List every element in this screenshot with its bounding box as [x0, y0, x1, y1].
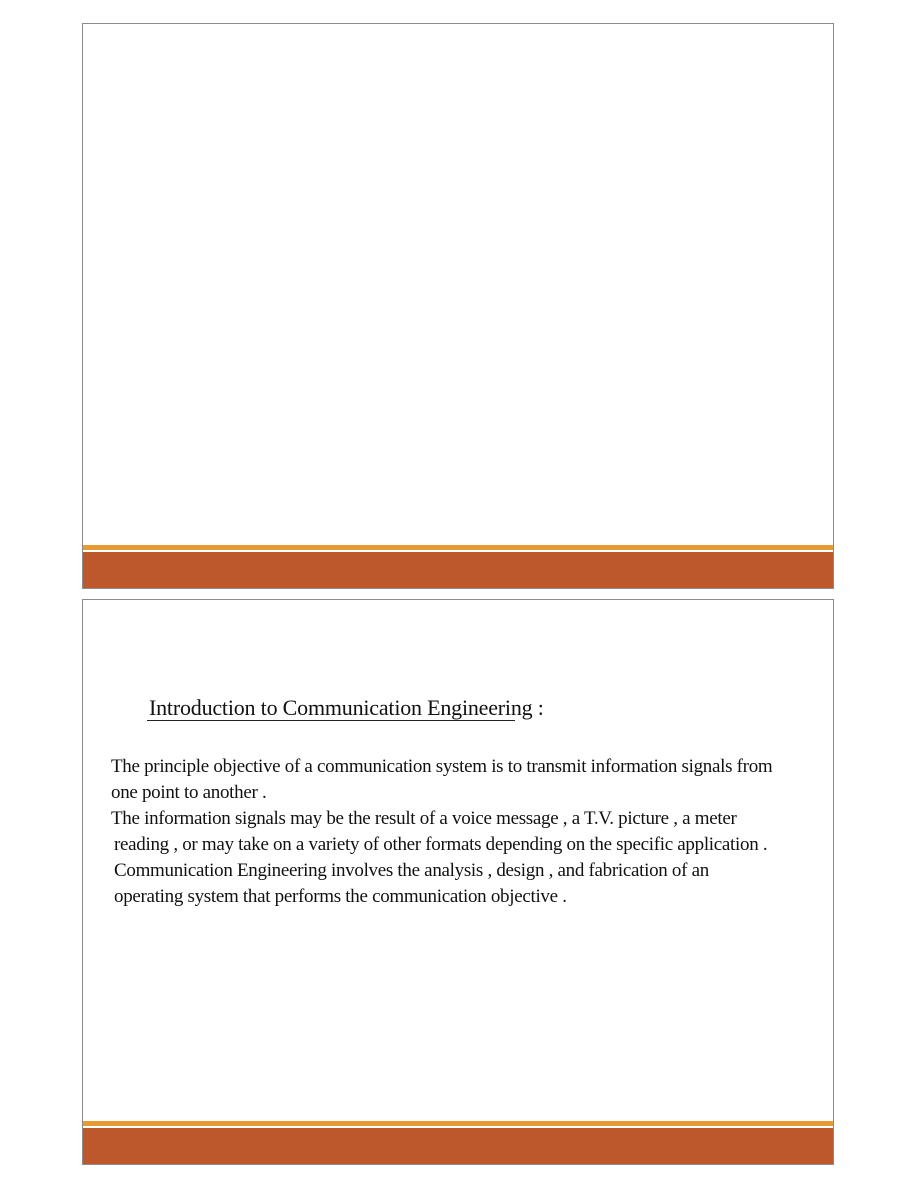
footer-accent-stripe: [83, 1121, 833, 1126]
body-line: The information signals may be the result of a voice message , a T.V. picture , a meter: [111, 808, 737, 829]
body-line: Communication Engineering involves the analysis , design , and fabrication of an: [114, 860, 709, 881]
body-line: The principle objective of a communication system is to transmit information signals from: [111, 756, 773, 777]
body-line: operating system that performs the communication objective .: [114, 886, 567, 907]
footer-band: [83, 552, 833, 588]
body-line: one point to another .: [111, 782, 267, 803]
slide-introduction: [82, 599, 834, 1165]
body-line: reading , or may take on a variety of other formats depending on the specific application .: [114, 834, 768, 855]
footer-band: [83, 1128, 833, 1164]
title-underline: [147, 720, 515, 721]
slide-blank: [82, 23, 834, 589]
slide-title: Introduction to Communication Engineering :: [149, 695, 544, 720]
footer-accent-stripe: [83, 545, 833, 550]
slide-body: [111, 754, 771, 910]
